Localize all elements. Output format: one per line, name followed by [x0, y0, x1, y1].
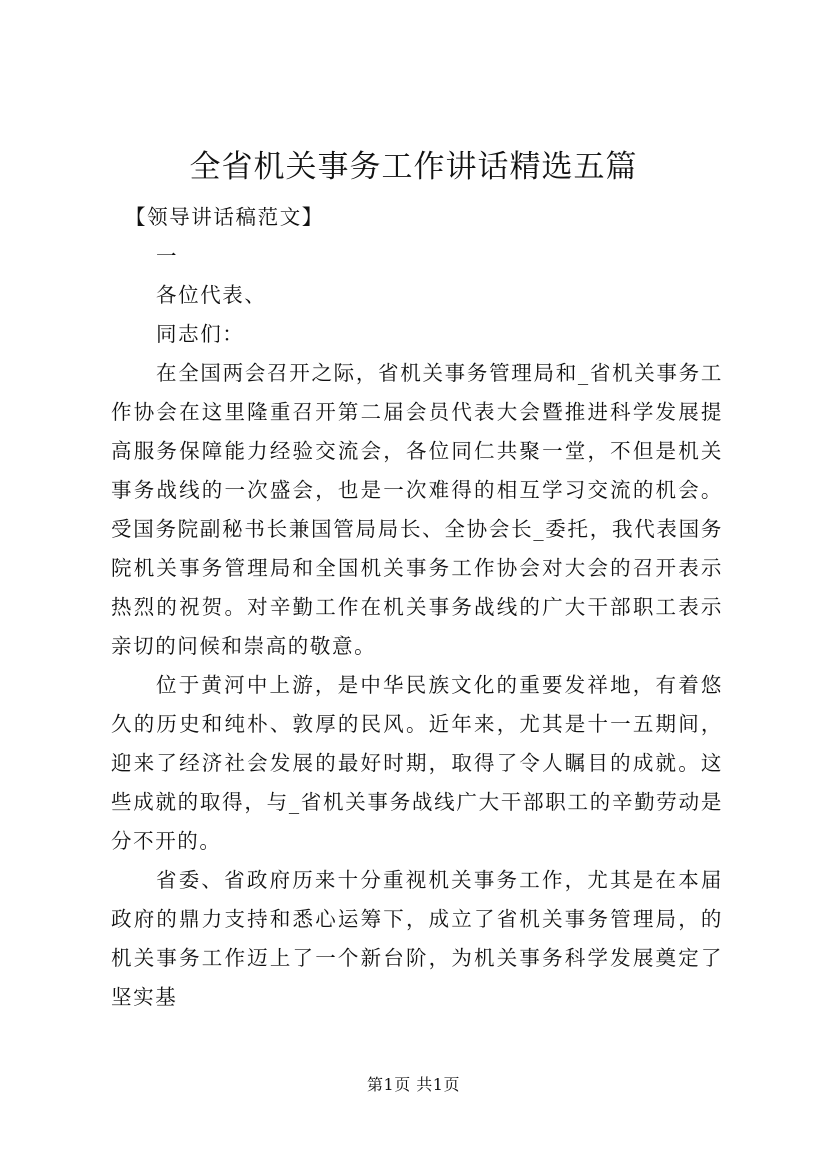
paragraph-3: 省委、省政府历来十分重视机关事务工作，尤其是在本届政府的鼎力支持和悉心运筹下，成立了省机关事务管理局，的机关事务工作迈上了一个新台阶，为机关事务科学发展奠定了坚实基 [111, 868, 723, 1009]
paragraph-1: 在全国两会召开之际，省机关事务管理局和_省机关事务工作协会在这里隆重召开第二届会员代表大会暨推进科学发展提高服务保障能力经验交流会，各位同仁共聚一堂，不但是机关事务战线的一次盛会，也是一次难得的相互学习交流的机会。受国务院副秘书长兼国管局局长、全协会长_委托，我代表国务院机关事务管理局和全国机关事务工作协会对大会的召开表示热烈的祝贺。对辛勤工作在机关事务战线的广大干部职工表示亲切的问候和崇高的敬意。 [111, 361, 723, 658]
document-body [111, 198, 723, 1017]
document-category: 【领导讲话稿范文】 [125, 205, 324, 229]
salutation-line-2: 同志们： [156, 322, 245, 346]
paragraph-2: 位于黄河中上游，是中华民族文化的重要发祥地，有着悠久的历史和纯朴、敦厚的民风。近年来，尤其是十一五期间，迎来了经济社会发展的最好时期，取得了令人瞩目的成就。这些成就的取得，与_省机关事务战线广大干部职工的辛勤劳动是分不开的。 [111, 673, 723, 853]
section-number: 一 [156, 244, 179, 268]
page-footer: 第1页 共1页 [367, 1075, 460, 1094]
document-title: 全省机关事务工作讲话精选五篇 [189, 149, 638, 185]
salutation-line-1: 各位代表、 [156, 283, 267, 307]
